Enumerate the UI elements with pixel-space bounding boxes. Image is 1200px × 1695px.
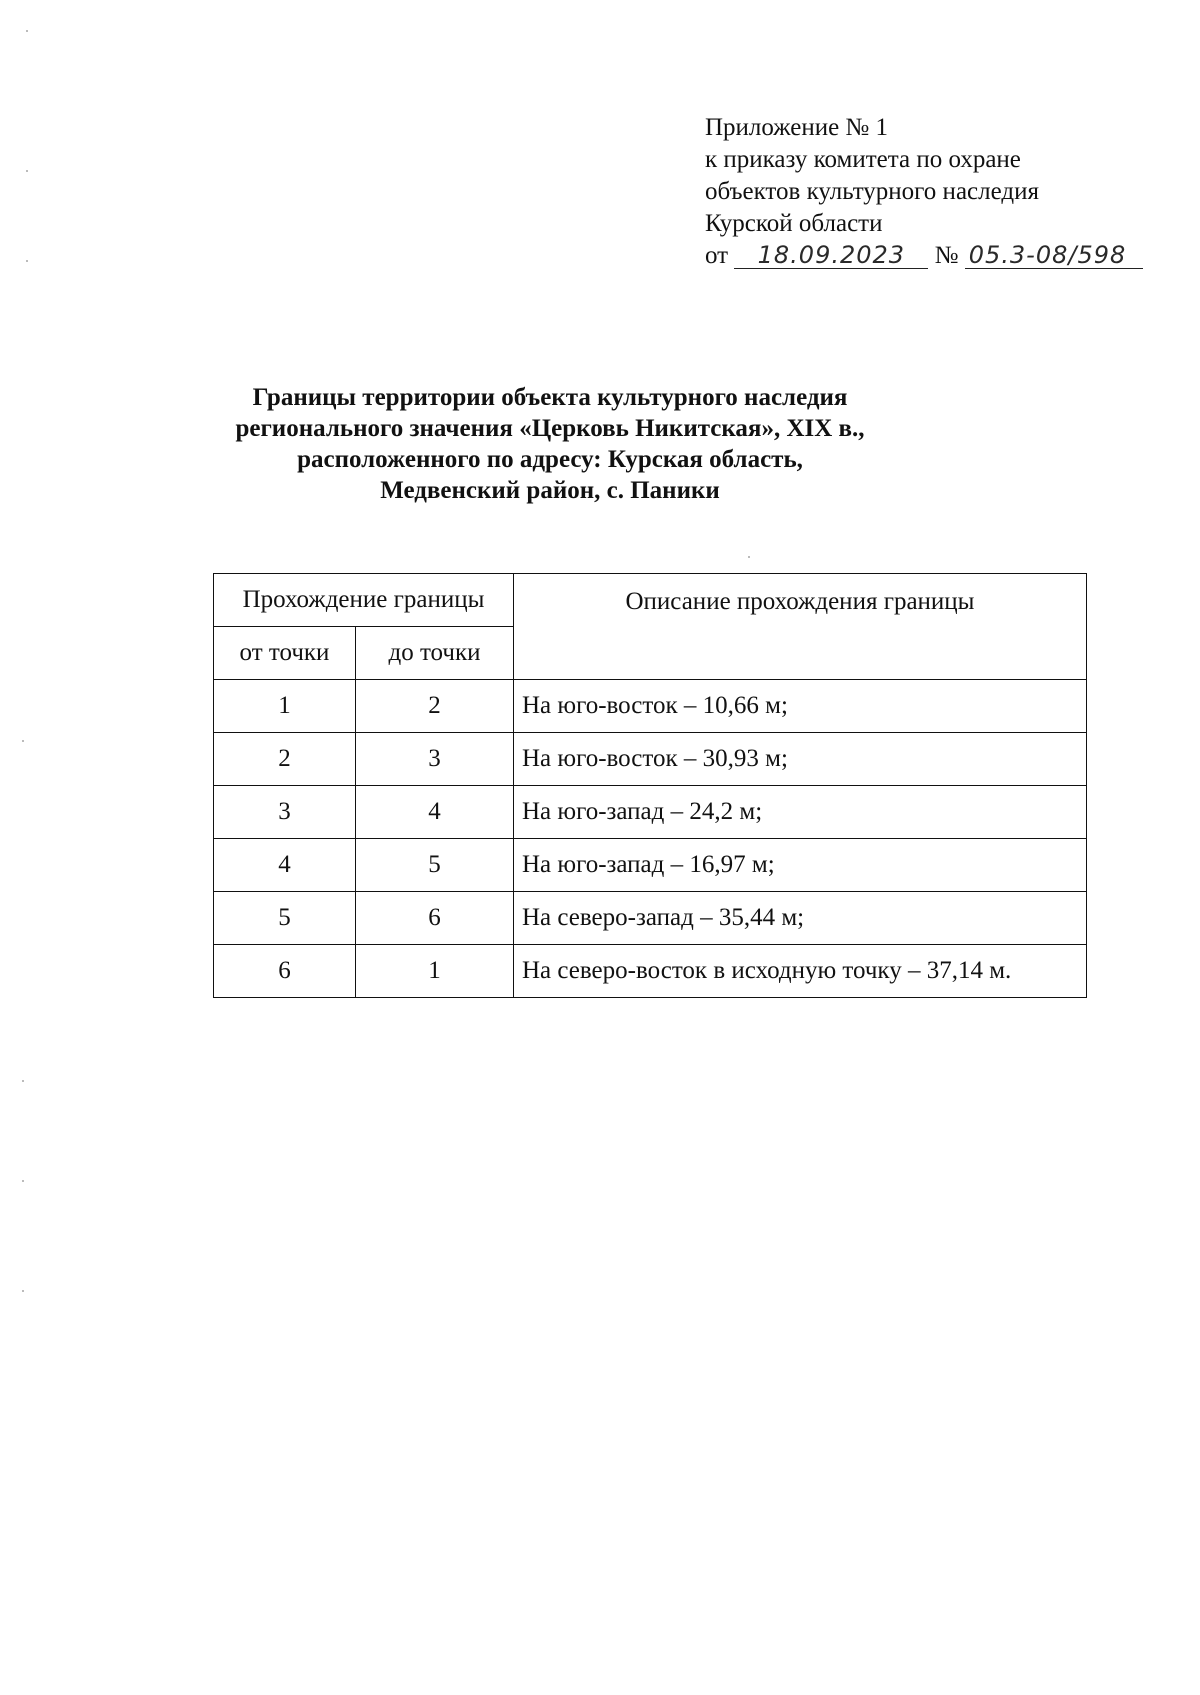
scan-speck [22, 1080, 24, 1082]
boundary-table [213, 573, 1087, 998]
description-cell: На северо-запад – 35,44 м; [514, 892, 1087, 945]
table-row [214, 733, 1087, 786]
to-point-header: до точки [356, 627, 514, 680]
handwritten-date: 18.09.2023 [734, 242, 928, 269]
table-row [214, 892, 1087, 945]
from-point-header: от точки [214, 627, 356, 680]
table-row [214, 945, 1087, 998]
from-point-cell: 6 [214, 945, 356, 998]
table-row [214, 839, 1087, 892]
from-point-cell: 1 [214, 680, 356, 733]
table-header-row-1 [214, 574, 1087, 627]
appendix-committee-line: объектов культурного наследия [705, 178, 1039, 205]
title-line-4: Медвенский район, с. Паники [380, 477, 720, 504]
document-title [200, 382, 900, 506]
to-point-cell: 3 [356, 733, 514, 786]
appendix-date-number-line [705, 240, 1143, 272]
scan-speck [22, 1290, 24, 1292]
from-point-cell: 2 [214, 733, 356, 786]
from-point-cell: 3 [214, 786, 356, 839]
to-point-cell: 6 [356, 892, 514, 945]
handwritten-order-number: 05.3-08/598 [965, 242, 1143, 269]
scan-speck [26, 260, 28, 262]
description-cell: На юго-восток – 10,66 м; [514, 680, 1087, 733]
to-point-cell: 1 [356, 945, 514, 998]
appendix-order-line: к приказу комитета по охране [705, 146, 1021, 173]
table-row [214, 680, 1087, 733]
table-row [214, 786, 1087, 839]
from-point-cell: 4 [214, 839, 356, 892]
scan-speck [26, 30, 28, 32]
to-point-cell: 4 [356, 786, 514, 839]
scan-speck [22, 1180, 24, 1182]
scan-speck [26, 170, 28, 172]
from-label: от [705, 242, 729, 269]
scan-speck [22, 740, 24, 742]
appendix-block [705, 112, 1143, 272]
to-point-cell: 2 [356, 680, 514, 733]
description-cell: На юго-запад – 16,97 м; [514, 839, 1087, 892]
appendix-region-line: Курской области [705, 210, 883, 237]
title-line-1: Границы территории объекта культурного наследия [252, 384, 848, 411]
from-point-cell: 5 [214, 892, 356, 945]
to-point-cell: 5 [356, 839, 514, 892]
description-header: Описание прохождения границы [514, 574, 1087, 680]
title-line-2: регионального значения «Церковь Никитская», XIX в., [235, 415, 865, 442]
appendix-title: Приложение № 1 [705, 114, 889, 141]
title-line-3: расположенного по адресу: Курская область, [297, 446, 803, 473]
boundary-passage-header: Прохождение границы [214, 574, 514, 627]
description-cell: На северо-восток в исходную точку – 37,14 м. [514, 945, 1087, 998]
description-cell: На юго-восток – 30,93 м; [514, 733, 1087, 786]
description-cell: На юго-запад – 24,2 м; [514, 786, 1087, 839]
number-label: № [934, 242, 959, 269]
scan-speck [748, 556, 750, 558]
